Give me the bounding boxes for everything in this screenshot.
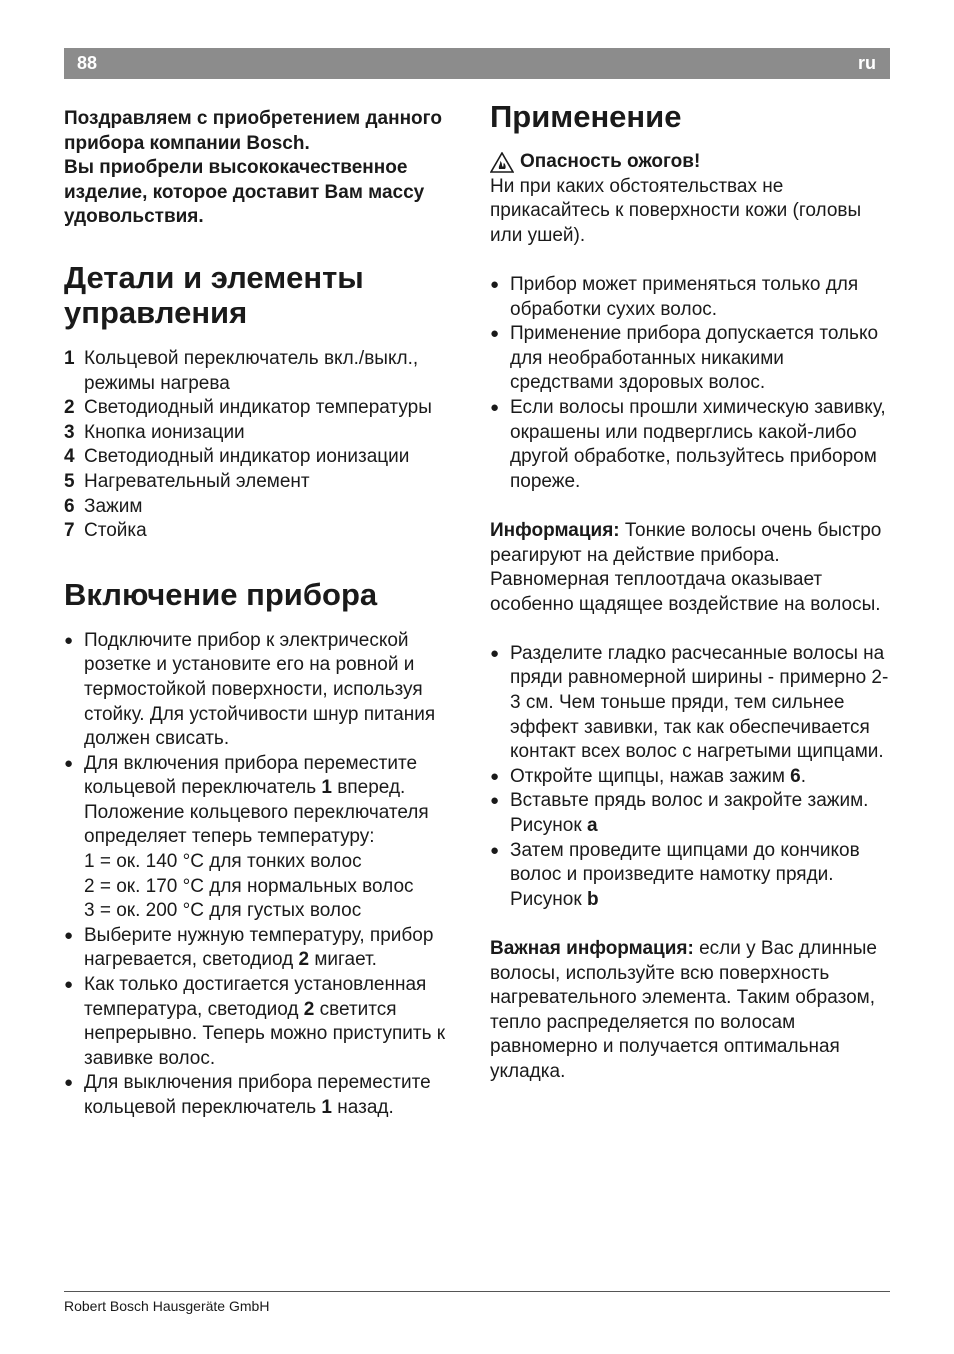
list-item bbox=[64, 519, 464, 544]
item-text: Применение прибора допускается только для необработанных никакими средствами здоровых волос. bbox=[510, 323, 879, 394]
list-item bbox=[64, 445, 464, 470]
intro-line: Вы приобрели высококачественное bbox=[64, 157, 408, 179]
footer-divider bbox=[64, 1291, 890, 1292]
item-text: Зажим bbox=[84, 495, 143, 517]
item-number: 4 bbox=[64, 446, 75, 468]
item-number: 2 bbox=[64, 397, 75, 419]
item-number: 3 bbox=[64, 421, 75, 443]
list-item bbox=[64, 973, 464, 1071]
list-item bbox=[490, 322, 890, 396]
reference-number: 2 bbox=[298, 949, 310, 971]
parts-list bbox=[64, 347, 464, 544]
list-item bbox=[490, 642, 890, 765]
footer-company: Robert Bosch Hausgeräte GmbH bbox=[64, 1298, 270, 1314]
important-info-paragraph bbox=[490, 937, 890, 1085]
item-text: . bbox=[800, 765, 807, 787]
figure-reference: a bbox=[586, 815, 598, 837]
item-text: Подключите прибор к электрической розетке и установите его на ровной и термостойкой поверхности, используя стойку. Для устойчивости шнур питания должен свисать. bbox=[84, 629, 436, 750]
item-text: Нагревательный элемент bbox=[84, 470, 310, 492]
item-text: Светодиодный индикатор ионизации bbox=[84, 446, 410, 468]
item-text: мигает. bbox=[309, 949, 377, 971]
figure-reference: b bbox=[586, 888, 599, 910]
item-text: Для выключения прибора переместите кольцевой переключатель bbox=[84, 1072, 431, 1118]
temperature-line: 3 = ок. 200 °C для густых волос bbox=[84, 900, 362, 922]
right-column bbox=[490, 99, 890, 1085]
bullet-icon: ● bbox=[490, 841, 500, 859]
bullet-icon: ● bbox=[64, 926, 74, 944]
bullet-icon: ● bbox=[64, 976, 74, 994]
item-text: Для включения прибора переместите кольцевой переключатель bbox=[84, 752, 418, 799]
bullet-icon: ● bbox=[64, 1074, 74, 1092]
important-text: если у Вас длинные волосы, используйте всю поверхность нагревательного элемента. Таким образом, тепло распределяется по волосам равномерно и получается оптимальная укладка. bbox=[490, 938, 877, 1082]
reference-number: 1 bbox=[321, 1097, 332, 1118]
list-item bbox=[490, 273, 890, 322]
warning-title-text: Опасность ожогов! bbox=[520, 151, 701, 172]
list-item bbox=[64, 924, 464, 973]
intro-line: изделие, которое доставит Вам массу bbox=[64, 181, 425, 203]
item-text: Затем проведите щипцами до кончиков волос и произведите намотку пряди. Рисунок bbox=[510, 839, 860, 910]
bullet-icon: ● bbox=[490, 275, 500, 293]
curling-steps-list bbox=[490, 642, 890, 913]
bullet-icon: ● bbox=[490, 767, 500, 785]
item-text: назад. bbox=[332, 1097, 394, 1118]
heading-line: Детали и элементы bbox=[64, 259, 364, 295]
intro-line: прибора компании Bosch. bbox=[64, 132, 310, 154]
list-item bbox=[64, 396, 464, 421]
item-number: 5 bbox=[64, 470, 75, 492]
temperature-line: 2 = ок. 170 °C для нормальных волос bbox=[84, 875, 414, 897]
item-text: Положение кольцевого переключателя определяет теперь температуру: bbox=[84, 801, 429, 848]
list-item bbox=[64, 421, 464, 446]
info-paragraph bbox=[490, 519, 890, 617]
language-code: ru bbox=[858, 53, 876, 73]
bullet-icon: ● bbox=[490, 792, 500, 810]
item-text: Прибор может применяться только для обработки сухих волос. bbox=[510, 273, 859, 320]
item-text: Как только достигается установленная температура, светодиод bbox=[84, 974, 427, 1020]
item-text: Стойка bbox=[84, 520, 147, 542]
item-text: светится непрерывно. Теперь можно приступить к завивке волос. bbox=[84, 998, 446, 1069]
item-text: Вставьте прядь волос и закройте зажим. Рисунок bbox=[510, 790, 869, 837]
list-item bbox=[64, 347, 464, 396]
list-item bbox=[64, 470, 464, 495]
reference-number: 2 bbox=[303, 998, 315, 1020]
left-column bbox=[64, 107, 464, 1121]
bullet-icon: ● bbox=[490, 644, 500, 662]
usage-heading: Применение bbox=[490, 99, 682, 134]
warning-triangle-icon bbox=[490, 152, 514, 173]
reference-number: 6 bbox=[790, 765, 801, 787]
list-item bbox=[64, 495, 464, 520]
page-header-bar bbox=[64, 48, 890, 79]
item-text: Кольцевой переключатель вкл./выкл., режимы нагрева bbox=[84, 347, 419, 394]
item-text: Светодиодный индикатор температуры bbox=[84, 397, 432, 419]
list-item bbox=[490, 396, 890, 494]
reference-number: 1 bbox=[321, 777, 332, 799]
item-text: Разделите гладко расчесанные волосы на пряди равномерной ширины - примерно 2-3 см. Чем тоньше пряди, тем сильнее эффект завивки, так как обеспечивается контакт всех волос с нагретыми щипцами. bbox=[510, 642, 889, 763]
item-text: Кнопка ионизации bbox=[84, 421, 245, 443]
item-number: 6 bbox=[64, 495, 75, 517]
parts-heading bbox=[64, 260, 464, 330]
list-item bbox=[64, 1071, 464, 1120]
item-text: Выберите нужную температуру, прибор нагревается, светодиод bbox=[84, 924, 434, 971]
list-item bbox=[64, 629, 464, 752]
heading-line: управления bbox=[64, 294, 248, 330]
intro-text bbox=[64, 107, 464, 230]
warning-text: Ни при каких обстоятельствах не прикасайтесь к поверхности кожи (головы или ушей). bbox=[490, 175, 862, 246]
info-text: Тонкие волосы очень быстро реагируют на действие прибора. Равномерная теплоотдача оказывает особенно щадящее воздействие на волосы. bbox=[490, 519, 882, 615]
list-item bbox=[490, 765, 890, 790]
item-number: 7 bbox=[64, 520, 75, 542]
item-text: Откройте щипцы, нажав зажим bbox=[510, 765, 791, 787]
list-item bbox=[490, 839, 890, 913]
bullet-icon: ● bbox=[64, 754, 74, 772]
bullet-icon: ● bbox=[490, 325, 500, 343]
list-item bbox=[490, 789, 890, 838]
item-text: Если волосы прошли химическую завивку, окрашены или подверглись какой-либо другой обработке, пользуйтесь прибором пореже. bbox=[510, 396, 886, 492]
item-number: 1 bbox=[64, 347, 75, 369]
important-label: Важная информация: bbox=[490, 938, 694, 959]
bullet-icon: ● bbox=[64, 631, 74, 649]
intro-line: удовольствия. bbox=[64, 206, 204, 228]
item-text: вперед. bbox=[332, 777, 406, 799]
intro-line: Поздравляем с приобретением данного bbox=[64, 108, 442, 129]
info-label: Информация: bbox=[490, 519, 620, 541]
warning-title bbox=[490, 150, 890, 175]
list-item bbox=[64, 752, 464, 924]
usage-list bbox=[490, 273, 890, 494]
temperature-line: 1 = ок. 140 °C для тонких волос bbox=[84, 851, 362, 873]
page-number: 88 bbox=[77, 53, 98, 73]
bullet-icon: ● bbox=[490, 398, 500, 416]
switch-on-list bbox=[64, 629, 464, 1121]
switch-on-heading: Включение прибора bbox=[64, 576, 378, 612]
